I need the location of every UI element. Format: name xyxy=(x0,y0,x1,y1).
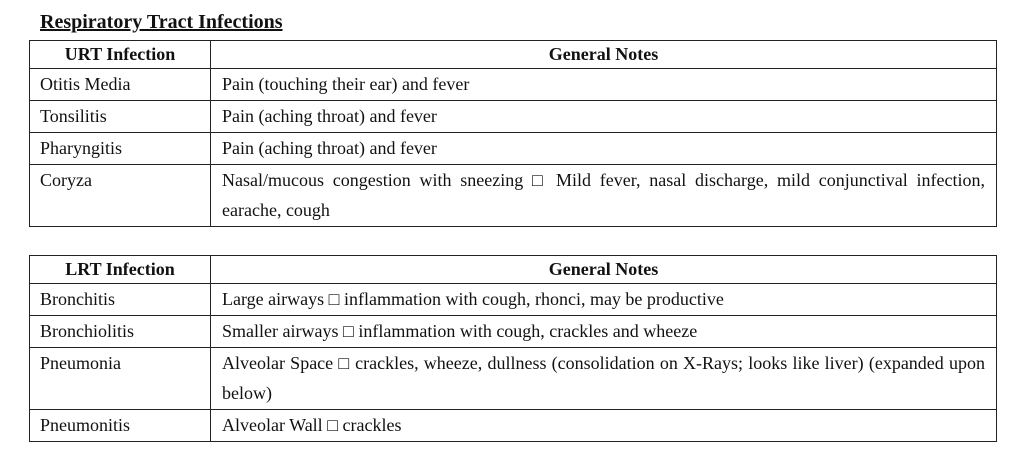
infection-notes: Alveolar Space □ crackles, wheeze, dullness (consolidation on X-Rays; looks like liver) (expanded upon below) xyxy=(211,348,997,410)
infection-name: Tonsilitis xyxy=(30,101,211,133)
infection-name: Bronchiolitis xyxy=(30,316,211,348)
infection-notes: Pain (touching their ear) and fever xyxy=(211,69,997,101)
infection-notes: Nasal/mucous congestion with sneezing □ Mild fever, nasal discharge, mild conjunctival infection, earache, cough xyxy=(211,165,997,227)
table-row xyxy=(30,133,997,165)
table-row xyxy=(30,101,997,133)
table-row xyxy=(30,410,997,442)
page-title: Respiratory Tract Infections xyxy=(40,11,283,33)
infection-notes: Large airways □ inflammation with cough, rhonci, may be productive xyxy=(211,284,997,316)
infection-notes: Smaller airways □ inflammation with cough, crackles and wheeze xyxy=(211,316,997,348)
column-header-infection: URT Infection xyxy=(30,41,211,69)
column-header-notes: General Notes xyxy=(211,41,997,69)
table-header-row xyxy=(30,41,997,69)
table-row xyxy=(30,284,997,316)
infection-name: Pharyngitis xyxy=(30,133,211,165)
infection-name: Otitis Media xyxy=(30,69,211,101)
infection-notes: Alveolar Wall □ crackles xyxy=(211,410,997,442)
infection-name: Coryza xyxy=(30,165,211,227)
column-header-infection: LRT Infection xyxy=(30,256,211,284)
column-header-notes: General Notes xyxy=(211,256,997,284)
table-row xyxy=(30,165,997,227)
infection-name: Pneumonitis xyxy=(30,410,211,442)
infection-notes: Pain (aching throat) and fever xyxy=(211,133,997,165)
table-row xyxy=(30,348,997,410)
lrt-infection-table xyxy=(29,255,997,442)
infection-name: Pneumonia xyxy=(30,348,211,410)
table-header-row xyxy=(30,256,997,284)
table-row xyxy=(30,69,997,101)
urt-infection-table xyxy=(29,40,997,227)
infection-name: Bronchitis xyxy=(30,284,211,316)
table-row xyxy=(30,316,997,348)
infection-notes: Pain (aching throat) and fever xyxy=(211,101,997,133)
